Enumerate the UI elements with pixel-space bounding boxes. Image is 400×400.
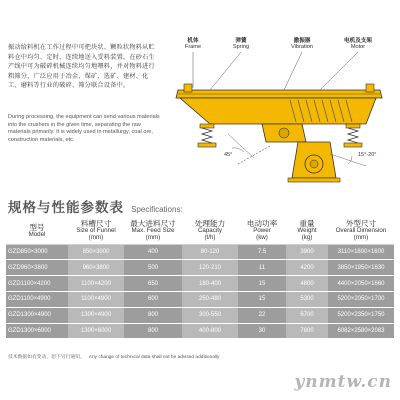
spec-cell: GZD960×3800 (6, 260, 68, 276)
label-vibration: 激振器 Vibration (291, 38, 313, 51)
spec-cell: GZD1300×6000 (6, 323, 68, 339)
spec-cell: 4400×2050×1660 (328, 276, 394, 292)
spec-cell: 4200 (286, 260, 328, 276)
specifications-heading (8, 196, 392, 214)
spec-cell: 7.5 (238, 244, 286, 260)
spring-right (344, 124, 362, 147)
spec-cell: 960×3800 (68, 260, 124, 276)
spec-cell: 800 (124, 323, 182, 339)
spec-cell: 850×3000 (68, 244, 124, 260)
col-funnel-size: 料槽尺寸 Size of Funnel (mm) (68, 218, 124, 244)
spec-cell: 80-120 (182, 244, 238, 260)
spec-cell: 3110×1800×1600 (328, 244, 394, 260)
label-spring: 弹簧 Spring (232, 38, 250, 51)
spec-row (6, 276, 394, 292)
spec-cell: 300-550 (182, 307, 238, 323)
spec-title-english: Specifications: (131, 205, 183, 214)
spec-row (6, 323, 394, 339)
spec-cell: 1300×6000 (68, 323, 124, 339)
spec-cell: 15 (238, 292, 286, 308)
spec-cell: 6700 (286, 307, 328, 323)
disclaimer-chinese: 技术数据如有变动，恕不另行通知。 (8, 355, 85, 360)
spec-cell: 600 (124, 292, 182, 308)
spec-cell: 3850×1950×1630 (328, 260, 394, 276)
intro-chinese: 振动给料机在工作过程中可把块状、颗粒状物料从贮料仓中均匀、定时、连续地送入受料装置。在砂石生产线中可为破碎机械连续均匀地喂料，并对物料进行粗筛分，广泛应用于冶金、煤矿、选矿、建材、化工、磨料等行业的破碎、筛分联合设备中。 (8, 44, 155, 90)
col-max-feed: 最大进料尺寸 Max. Feed Size (mm) (124, 218, 182, 244)
spec-cell: 5200×2050×1700 (328, 292, 394, 308)
spec-cell: GZD1100×4900 (6, 292, 68, 308)
spec-cell: GZD1300×4900 (6, 307, 68, 323)
angle-left-label: 45° (224, 152, 233, 158)
spec-cell: 250-480 (182, 292, 238, 308)
spec-title-chinese: 规格与性能参数表 (8, 200, 124, 216)
spec-cell: 180-400 (182, 276, 238, 292)
spec-row (6, 260, 394, 276)
spec-header-row (6, 218, 394, 244)
feeder-diagram (170, 38, 392, 193)
spec-row (6, 307, 394, 323)
label-leader-lines (170, 38, 392, 93)
disclaimer-note (8, 353, 219, 360)
watermark: ynmtw.cn (294, 372, 392, 392)
spec-cell: 1300×4900 (68, 307, 124, 323)
spec-cell: 5300 (286, 292, 328, 308)
motor-unit (288, 142, 340, 182)
col-capacity: 处理能力 Capacity (t/h) (182, 218, 238, 244)
angle-right-label: 15°-20° (358, 152, 377, 158)
spec-cell: GZD850×3000 (6, 244, 68, 260)
col-weight: 重量 Weight (kg) (286, 218, 328, 244)
col-power: 电动功率 Power (kw) (238, 218, 286, 244)
spec-cell: 6082×2580×2083 (328, 323, 394, 339)
spec-cell: 4800 (286, 276, 328, 292)
label-frame: 机体 Frame (184, 38, 202, 51)
intro-english: During processing, the equipment can send various materials into the crushers in the given time, separating the raw materials primarily. It is widely used in metallurgy, coal ore, construction materials, etc. (8, 114, 160, 143)
spec-cell: 15 (238, 276, 286, 292)
spec-cell: 5200×2350×1750 (328, 307, 394, 323)
spec-table (6, 218, 394, 339)
disclaimer-english: Any change of technical data shall not be advised additionally (88, 355, 220, 360)
spec-cell: 30 (238, 323, 286, 339)
spec-cell: 120-210 (182, 260, 238, 276)
label-motor: 电机及支架 Motor (344, 38, 372, 51)
spec-cell: 22 (238, 307, 286, 323)
col-dimension: 外型尺寸 Overall Dimension (mm) (328, 218, 394, 244)
spec-cell: 800 (124, 307, 182, 323)
spec-cell: 3900 (286, 244, 328, 260)
spec-table-body (6, 244, 394, 339)
spec-cell: 1100×4200 (68, 276, 124, 292)
spec-cell: 7800 (286, 323, 328, 339)
col-model: 型号 Model (6, 218, 68, 244)
spec-cell: 400 (124, 244, 182, 260)
spring-left (198, 124, 216, 147)
spec-cell: 400-800 (182, 323, 238, 339)
spec-cell: GZD1100×4200 (6, 276, 68, 292)
spec-cell: 500 (124, 260, 182, 276)
spec-row (6, 244, 394, 260)
spec-cell: 11 (238, 260, 286, 276)
spec-cell: 1100×4900 (68, 292, 124, 308)
spec-row (6, 292, 394, 308)
spec-cell: 650 (124, 276, 182, 292)
